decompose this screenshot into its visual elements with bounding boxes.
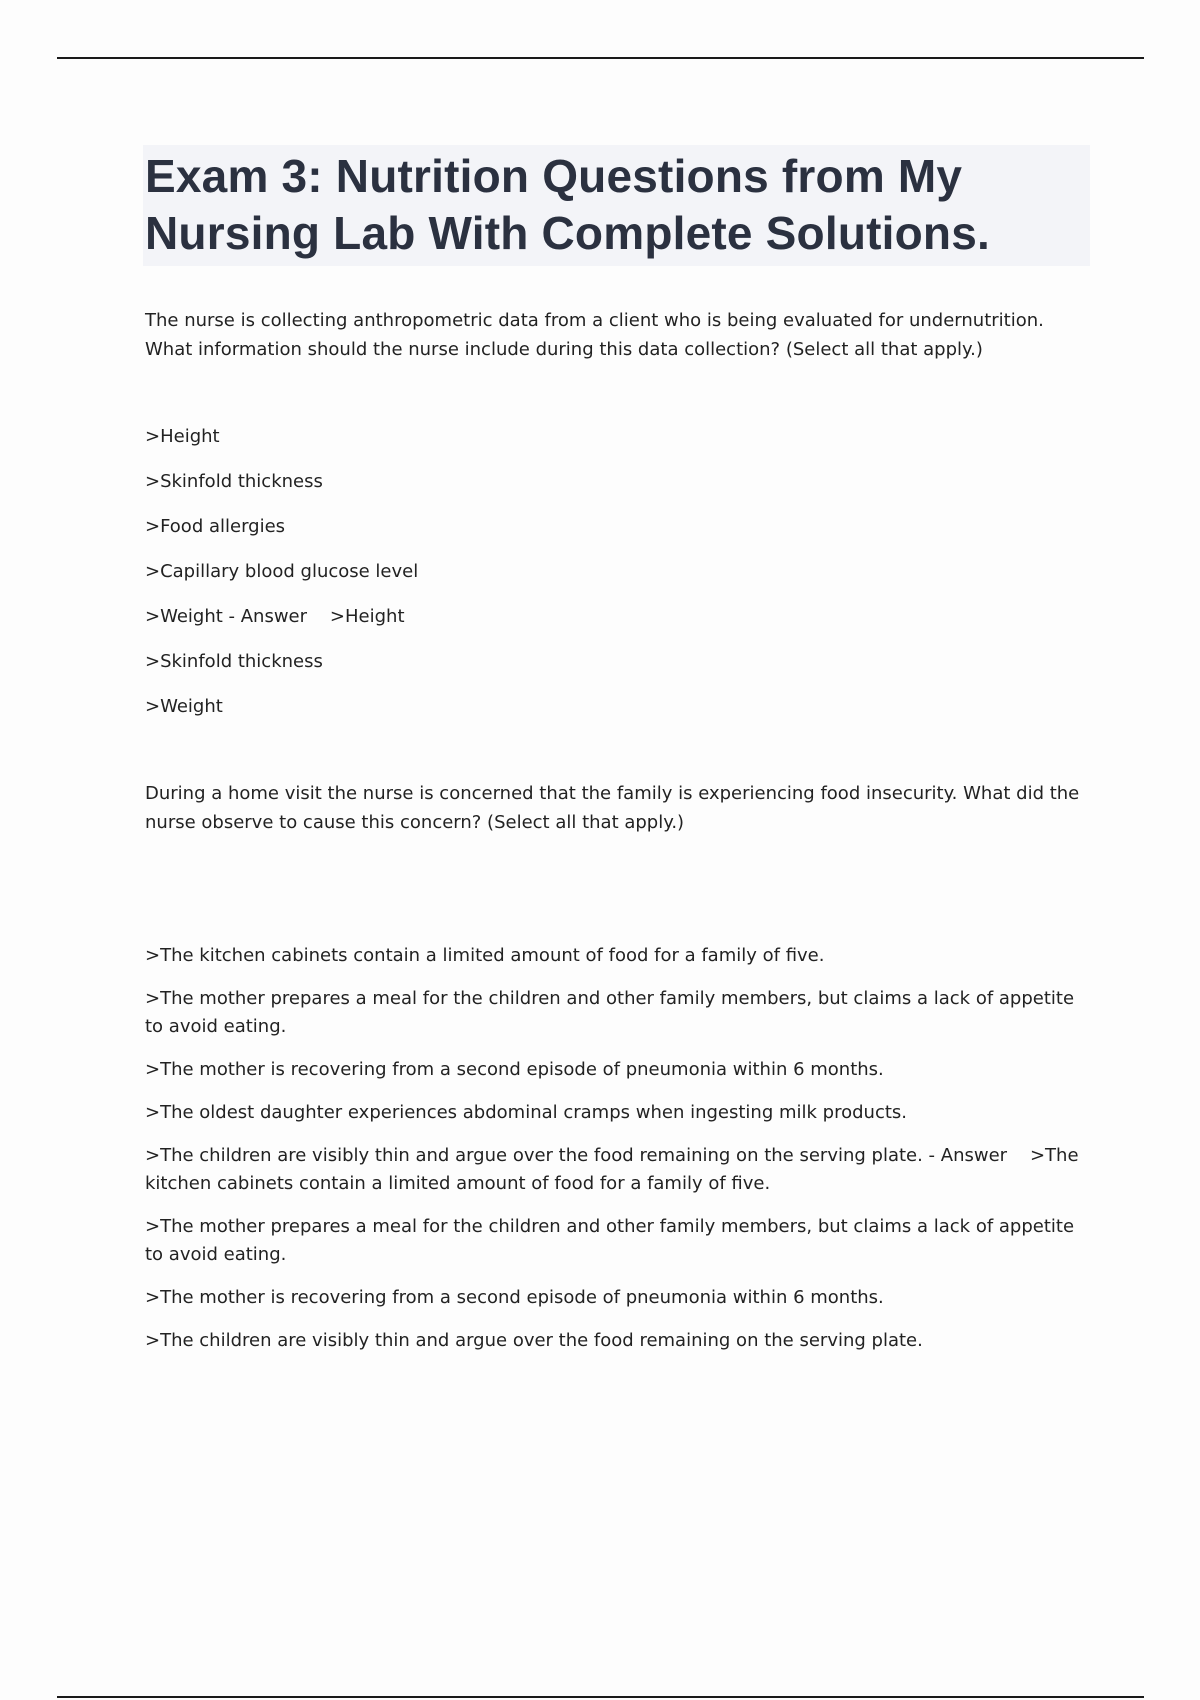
option-line: >The oldest daughter experiences abdominal cramps when ingesting milk products. bbox=[145, 1102, 907, 1123]
document-body bbox=[145, 145, 1090, 1370]
option-line: >The kitchen cabinets contain a limited amount of food for a family of five. bbox=[145, 945, 825, 966]
option-line: >Skinfold thickness bbox=[145, 651, 323, 672]
document-title: Exam 3: Nutrition Questions from My Nursing Lab With Complete Solutions. bbox=[145, 150, 990, 259]
question-2-options bbox=[145, 942, 1090, 1355]
option-line: >Capillary blood glucose level bbox=[145, 561, 419, 582]
option-line: >The mother prepares a meal for the children and other family members, but claims a lack of appetite to avoid eating. bbox=[145, 1216, 1075, 1265]
question-1-options bbox=[145, 423, 1090, 721]
option-line: >The mother prepares a meal for the children and other family members, but claims a lack of appetite to avoid eating. bbox=[145, 988, 1075, 1037]
top-rule bbox=[57, 57, 1144, 59]
question-1-prompt: The nurse is collecting anthropometric data from a client who is being evaluated for undernutrition. What information should the nurse include during this data collection? (Select all that apply.) bbox=[145, 310, 1044, 360]
option-line: >Food allergies bbox=[145, 516, 286, 537]
option-line: >Height bbox=[145, 426, 220, 447]
title-block bbox=[143, 145, 1090, 266]
option-line: >The mother is recovering from a second episode of pneumonia within 6 months. bbox=[145, 1059, 884, 1080]
option-line: >The mother is recovering from a second episode of pneumonia within 6 months. bbox=[145, 1287, 884, 1308]
option-line: >The children are visibly thin and argue over the food remaining on the serving plate. - Answer >The kitchen cabinets contain a limited amount of food for a family of five. bbox=[145, 1145, 1085, 1194]
bottom-rule bbox=[57, 1696, 1144, 1698]
option-line: >Weight - Answer >Height bbox=[145, 606, 405, 627]
option-line: >Skinfold thickness bbox=[145, 471, 323, 492]
option-line: >Weight bbox=[145, 696, 223, 717]
question-2-prompt: During a home visit the nurse is concerned that the family is experiencing food insecurity. What did the nurse observe to cause this concern? (Select all that apply.) bbox=[145, 783, 1080, 833]
option-line: >The children are visibly thin and argue over the food remaining on the serving plate. bbox=[145, 1330, 923, 1351]
